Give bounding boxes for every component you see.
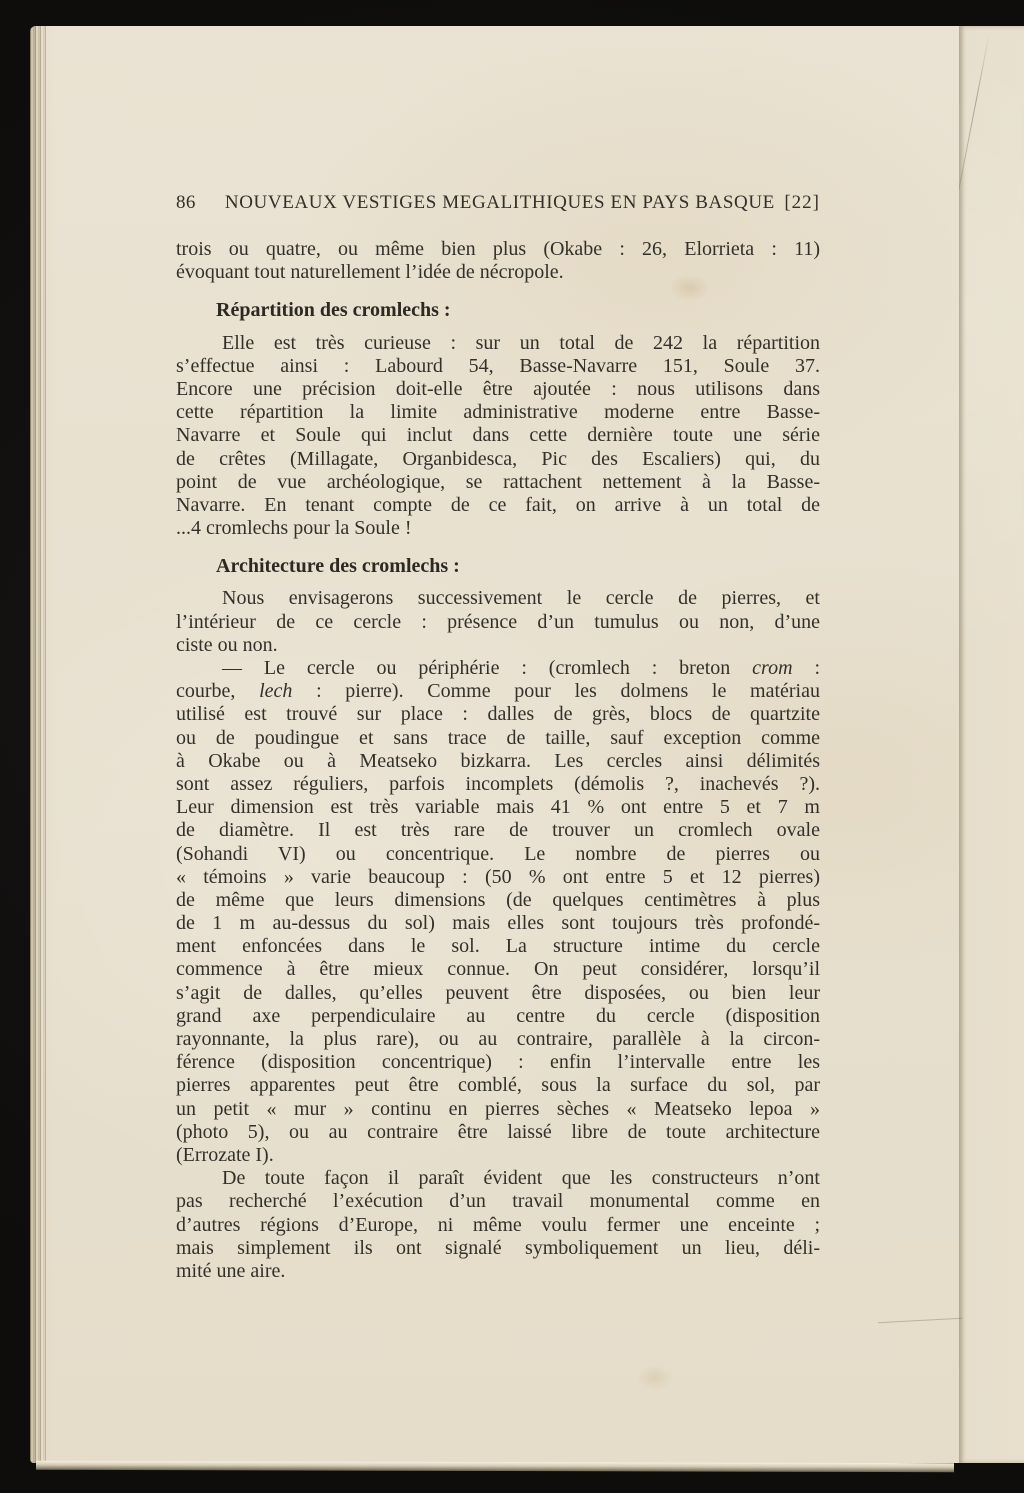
- text-line: [176, 1051, 820, 1074]
- text-line: [176, 773, 820, 796]
- running-title: NOUVEAUX VESTIGES MEGALITHIQUES EN PAYS BASQUE: [224, 192, 775, 213]
- paragraph: [176, 587, 820, 657]
- page-number: 86: [176, 192, 196, 213]
- text-line: [176, 1098, 820, 1121]
- text-segment: sont assez réguliers, parfois incomplets (démolis ?, inachevés ?).: [176, 772, 820, 795]
- text-segment: s’agit de dalles, qu’elles peuvent être disposées, ou bien leur: [176, 981, 820, 1004]
- text-segment: évoquant tout naturellement l’idée de nécropole.: [176, 261, 564, 284]
- text-line: [176, 424, 820, 447]
- text-segment: s’effectue ainsi : Labourd 54, Basse-Navarre 151, Soule 37.: [176, 354, 820, 377]
- text-segment: Navarre et Soule qui inclut dans cette dernière toute une série: [176, 424, 820, 447]
- text-line: [176, 866, 820, 889]
- text-line: [176, 448, 820, 471]
- text-segment: ment enfoncées dans le sol. La structure intime du cercle: [176, 935, 820, 958]
- text-line: [176, 982, 820, 1005]
- text-line: [176, 750, 820, 773]
- text-segment: trois ou quatre, ou même bien plus (Okabe : 26, Elorrieta : 11): [176, 238, 820, 260]
- text-segment: ...4 cromlechs pour la Soule !: [176, 517, 412, 540]
- text-segment: point de vue archéologique, se rattachent nettement à la Basse-: [176, 470, 820, 493]
- text-line: [176, 355, 820, 378]
- text-line: [176, 1005, 820, 1028]
- text-line: [176, 889, 820, 912]
- text-line: [176, 238, 820, 261]
- text-segment: Elle est très curieuse : sur un total de 242 la répartition: [222, 331, 820, 354]
- text-segment: mais simplement ils ont signalé symboliquement un lieu, déli-: [176, 1236, 820, 1259]
- text-line: [176, 517, 820, 540]
- text-segment: (photo 5), ou au contraire être laissé libre de toute architecture: [176, 1120, 820, 1143]
- text-line: [176, 1028, 820, 1051]
- page-header: [176, 192, 820, 214]
- header-reference: [22]: [784, 192, 820, 213]
- page-body: [176, 238, 820, 1283]
- text-line: [176, 378, 820, 401]
- paragraph: [176, 657, 820, 1167]
- text-segment: De toute façon il paraît évident que les constructeurs n’ont: [222, 1167, 820, 1190]
- text-segment: — Le cercle ou périphérie : (cromlech : breton: [222, 657, 753, 680]
- page-stack-edges: [30, 26, 46, 1463]
- text-segment: commence à être mieux connue. On peut considérer, lorsqu’il: [176, 958, 820, 981]
- text-segment: courbe,: [176, 680, 260, 703]
- text-segment: de diamètre. Il est très rare de trouver un cromlech ovale: [176, 819, 820, 842]
- text-line: [176, 1121, 820, 1144]
- italic-text: lech: [259, 680, 293, 703]
- text-segment: « témoins » varie beaucoup : (50 % ont entre 5 et 12 pierres): [176, 865, 820, 888]
- text-segment: l’intérieur de ce cercle : présence d’un tumulus ou non, d’une: [176, 610, 820, 633]
- paragraph: [176, 238, 820, 284]
- book-page: [30, 26, 959, 1463]
- text-line: [176, 1260, 820, 1283]
- text-line: [176, 1237, 820, 1260]
- text-segment: ciste ou non.: [176, 633, 278, 656]
- text-segment: (Errozate I).: [176, 1143, 274, 1166]
- text-line: [176, 634, 820, 657]
- text-line: [176, 1190, 820, 1213]
- text-line: [176, 657, 820, 680]
- text-segment: à Okabe ou à Meatseko bizkarra. Les cercles ainsi délimités: [176, 749, 820, 772]
- text-segment: Leur dimension est très variable mais 41 % ont entre 5 et 7 m: [176, 796, 820, 819]
- text-line: [176, 935, 820, 958]
- text-segment: ou de poudingue et sans trace de taille, sauf exception comme: [176, 726, 820, 749]
- text-line: [176, 471, 820, 494]
- text-line: [176, 843, 820, 866]
- text-line: [176, 401, 820, 424]
- text-line: [176, 1144, 820, 1167]
- text-segment: :: [792, 657, 820, 680]
- text-line: [176, 703, 820, 726]
- text-segment: cette répartition la limite administrative moderne entre Basse-: [176, 401, 820, 424]
- text-segment: rayonnante, la plus rare), ou au contraire, parallèle à la circon-: [176, 1028, 820, 1051]
- text-segment: de même que leurs dimensions (de quelques centimètres à plus: [176, 888, 820, 911]
- text-segment: utilisé est trouvé sur place : dalles de grès, blocs de quartzite: [176, 703, 820, 726]
- text-line: [176, 680, 820, 703]
- text-segment: (Sohandi VI) ou concentrique. Le nombre de pierres ou: [176, 842, 820, 865]
- text-line: [176, 261, 820, 284]
- text-segment: Navarre. En tenant compte de ce fait, on arrive à un total de: [176, 493, 820, 516]
- italic-text: crom: [752, 657, 793, 680]
- text-line: [176, 587, 820, 610]
- text-line: [176, 1074, 820, 1097]
- text-line: [176, 912, 820, 935]
- text-line: [176, 796, 820, 819]
- section-heading: Architecture des cromlechs :: [216, 555, 460, 578]
- text-segment: mité une aire.: [176, 1259, 286, 1282]
- text-line: [176, 819, 820, 842]
- text-segment: : pierre). Comme pour les dolmens le matériau: [292, 680, 820, 703]
- text-segment: grand axe perpendiculaire au centre du cercle (disposition: [176, 1004, 820, 1027]
- text-segment: Nous envisagerons successivement le cercle de pierres, et: [222, 587, 820, 610]
- text-segment: de crêtes (Millagate, Organbidesca, Pic des Escaliers) qui, du: [176, 447, 820, 470]
- paragraph: [176, 1167, 820, 1283]
- text-line: [176, 1167, 820, 1190]
- text-line: [176, 332, 820, 355]
- text-line: [176, 958, 820, 981]
- text-segment: d’autres régions d’Europe, ni même voulu fermer une enceinte ;: [176, 1213, 820, 1236]
- text-line: [176, 727, 820, 750]
- page-bottom-edges: [36, 1461, 954, 1472]
- text-segment: de 1 m au-dessus du sol) mais elles sont toujours très profondé-: [176, 912, 820, 935]
- text-segment: pierres apparentes peut être comblé, sous la surface du sol, par: [176, 1074, 820, 1097]
- text-line: [176, 494, 820, 517]
- text-segment: un petit « mur » continu en pierres sèches « Meatseko lepoa »: [176, 1097, 820, 1120]
- paragraph: [176, 332, 820, 541]
- text-segment: férence (disposition concentrique) : enfin l’intervalle entre les: [176, 1051, 820, 1074]
- text-line: [176, 1214, 820, 1237]
- text-segment: Encore une précision doit-elle être ajoutée : nous utilisons dans: [176, 377, 820, 400]
- text-segment: pas recherché l’exécution d’un travail monumental comme en: [176, 1190, 820, 1213]
- text-line: [176, 611, 820, 634]
- next-page-edge: [958, 26, 1024, 1463]
- section-heading: Répartition des cromlechs :: [216, 299, 451, 322]
